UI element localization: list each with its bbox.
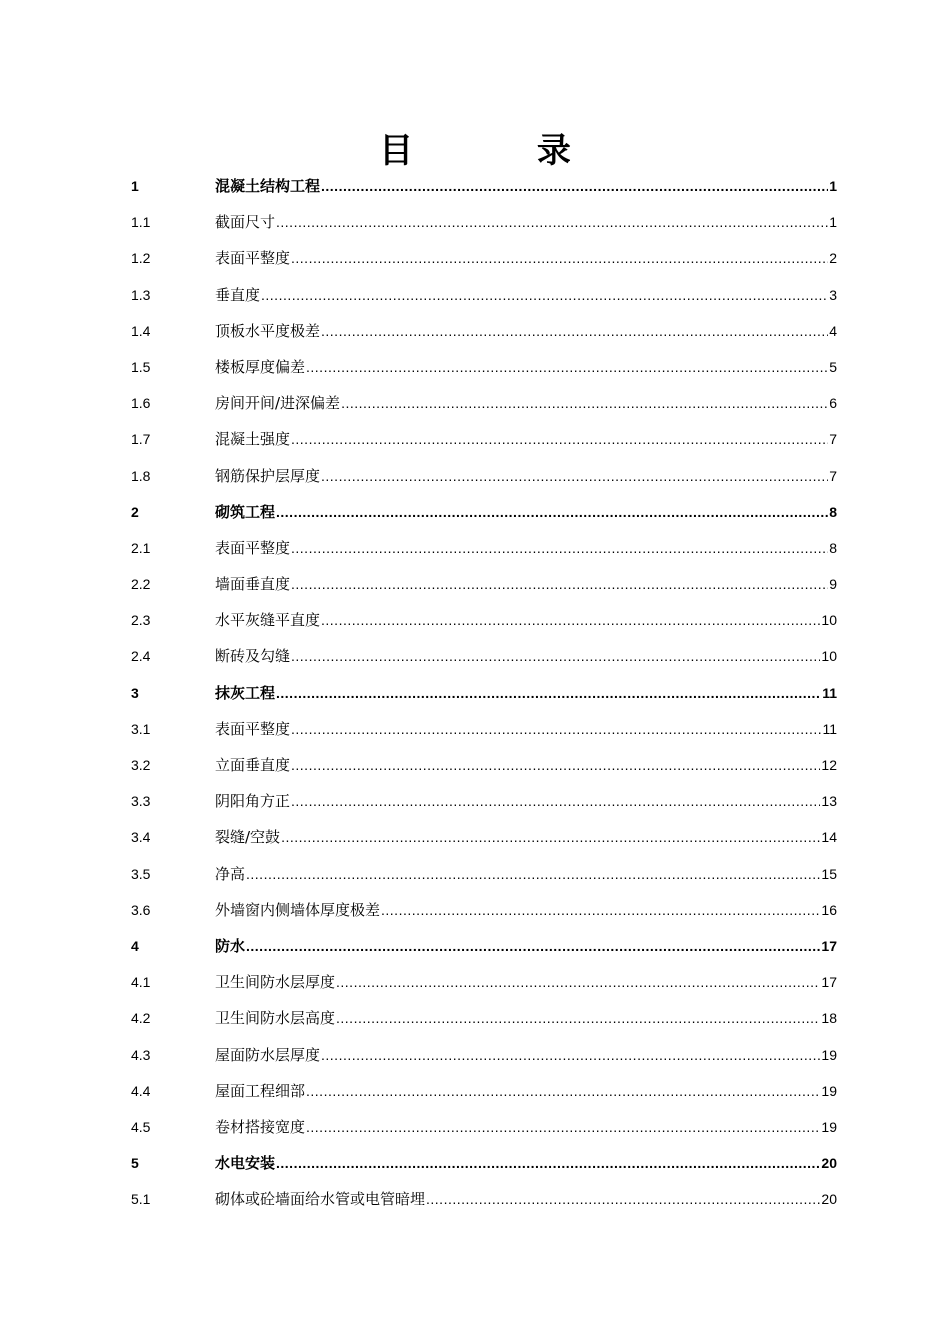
toc-entry-page-number: 19 <box>821 1046 837 1063</box>
toc-entry-title: 水电安装 <box>215 1154 276 1173</box>
toc-entry[interactable] <box>131 856 837 892</box>
toc-entry-page-number: 14 <box>821 829 837 846</box>
toc-entry-page-number: 20 <box>821 1191 837 1208</box>
toc-entry-number: 2.1 <box>131 539 151 556</box>
toc-entry-number: 1.7 <box>131 431 151 448</box>
toc-entry[interactable] <box>131 421 837 457</box>
toc-entry[interactable] <box>131 530 837 566</box>
toc-dot-leader <box>246 928 820 964</box>
toc-entry-number: 3.1 <box>131 720 151 737</box>
toc-dot-leader <box>321 602 820 638</box>
toc-entry-page-number: 17 <box>821 937 837 954</box>
toc-entry-title: 混凝土强度 <box>215 430 291 449</box>
toc-entry-number: 3.5 <box>131 865 151 882</box>
toc-entry[interactable] <box>131 168 837 204</box>
toc-entry[interactable] <box>131 892 837 928</box>
toc-entry-title: 外墙窗内侧墙体厚度极差 <box>215 900 381 919</box>
toc-entry[interactable] <box>131 277 837 313</box>
toc-dot-leader <box>321 313 828 349</box>
toc-entry-number: 2 <box>131 503 139 520</box>
toc-entry[interactable] <box>131 385 837 421</box>
toc-entry-title: 屋面防水层厚度 <box>215 1045 321 1064</box>
toc-entry-page-number: 7 <box>829 467 837 484</box>
toc-dot-leader <box>276 675 821 711</box>
toc-entry-number: 1.5 <box>131 358 151 375</box>
toc-entry-page-number: 17 <box>821 974 837 991</box>
toc-dot-leader <box>276 494 828 530</box>
toc-entry[interactable] <box>131 602 837 638</box>
toc-entry-number: 1.1 <box>131 214 151 231</box>
toc-entry-title: 砌筑工程 <box>215 502 276 521</box>
toc-entry-title: 断砖及勾缝 <box>215 647 291 666</box>
toc-entry-title: 抹灰工程 <box>215 683 276 702</box>
toc-dot-leader <box>306 349 828 385</box>
toc-dot-leader <box>291 566 828 602</box>
toc-entry-page-number: 19 <box>821 1118 837 1135</box>
toc-entry-title: 净高 <box>215 864 246 883</box>
toc-dot-leader <box>321 168 828 204</box>
toc-entry-title: 水平灰缝平直度 <box>215 611 321 630</box>
toc-entry[interactable] <box>131 819 837 855</box>
toc-entry-number: 5 <box>131 1155 139 1172</box>
toc-entry[interactable] <box>131 964 837 1000</box>
toc-entry-title: 混凝土结构工程 <box>215 177 321 195</box>
toc-dot-leader <box>291 240 828 276</box>
toc-dot-leader <box>291 747 820 783</box>
toc-entry-number: 4.3 <box>131 1046 151 1063</box>
toc-entry[interactable] <box>131 566 837 602</box>
toc-entry[interactable] <box>131 675 837 711</box>
toc-entry-page-number: 6 <box>829 395 837 412</box>
toc-dot-leader <box>321 1037 820 1073</box>
toc-entry[interactable] <box>131 928 837 964</box>
table-of-contents <box>131 168 837 1217</box>
toc-dot-leader <box>306 1073 820 1109</box>
toc-entry-title: 楼板厚度偏差 <box>215 357 306 376</box>
toc-dot-leader <box>341 385 828 421</box>
toc-entry-number: 1.8 <box>131 467 151 484</box>
toc-dot-leader <box>276 204 828 240</box>
toc-entry-page-number: 7 <box>829 431 837 448</box>
toc-dot-leader <box>336 1000 820 1036</box>
toc-entry-number: 4.4 <box>131 1082 151 1099</box>
toc-entry-page-number: 3 <box>829 286 837 303</box>
toc-entry[interactable] <box>131 747 837 783</box>
toc-entry-page-number: 5 <box>829 358 837 375</box>
toc-entry-page-number: 16 <box>821 901 837 918</box>
toc-entry-page-number: 18 <box>821 1010 837 1027</box>
toc-entry-title: 卷材搭接宽度 <box>215 1117 306 1136</box>
toc-dot-leader <box>321 458 828 494</box>
toc-dot-leader <box>291 638 820 674</box>
toc-entry-number: 5.1 <box>131 1191 151 1208</box>
toc-entry[interactable] <box>131 1181 837 1217</box>
toc-entry-title: 截面尺寸 <box>215 213 276 232</box>
toc-entry-page-number: 15 <box>821 865 837 882</box>
toc-entry-page-number: 20 <box>821 1155 837 1172</box>
toc-entry-number: 3.2 <box>131 757 151 773</box>
toc-entry-number: 4.1 <box>131 974 151 991</box>
toc-entry-number: 2.3 <box>131 612 151 629</box>
toc-entry-page-number: 11 <box>822 684 837 701</box>
toc-entry-number: 4.5 <box>131 1118 151 1135</box>
toc-entry-title: 卫生间防水层厚度 <box>215 973 336 992</box>
toc-entry-title: 垂直度 <box>215 285 261 304</box>
toc-entry-page-number: 8 <box>829 539 837 556</box>
toc-entry-number: 1.2 <box>131 250 151 267</box>
toc-entry[interactable] <box>131 783 837 819</box>
toc-entry[interactable] <box>131 458 837 494</box>
toc-dot-leader <box>291 530 828 566</box>
toc-entry-page-number: 10 <box>821 612 837 629</box>
toc-entry-number: 1.3 <box>131 286 151 303</box>
toc-dot-leader <box>291 421 828 457</box>
toc-entry-title: 防水 <box>215 936 246 955</box>
toc-entry-page-number: 9 <box>829 576 837 593</box>
toc-dot-leader <box>281 819 820 855</box>
toc-entry-page-number: 11 <box>822 720 837 737</box>
toc-dot-leader <box>306 1109 820 1145</box>
toc-dot-leader <box>276 1145 820 1181</box>
toc-entry[interactable] <box>131 349 837 385</box>
toc-dot-leader <box>291 783 820 819</box>
toc-entry-title: 屋面工程细部 <box>215 1081 306 1100</box>
toc-entry-page-number: 12 <box>821 757 837 773</box>
toc-entry[interactable] <box>131 1073 837 1109</box>
toc-entry-number: 1.6 <box>131 395 151 412</box>
toc-entry-title: 砌体或砼墙面给水管或电管暗埋 <box>215 1190 426 1209</box>
toc-entry-title: 墙面垂直度 <box>215 575 291 594</box>
toc-dot-leader <box>291 711 821 747</box>
toc-dot-leader <box>426 1181 820 1217</box>
toc-entry[interactable] <box>131 240 837 276</box>
toc-entry-title: 钢筋保护层厚度 <box>215 466 321 485</box>
toc-entry[interactable] <box>131 638 837 674</box>
toc-entry-number: 1.4 <box>131 322 151 339</box>
toc-entry-number: 3.4 <box>131 829 151 846</box>
toc-entry-number: 4.2 <box>131 1010 151 1027</box>
toc-entry[interactable] <box>131 1145 837 1181</box>
toc-entry-title: 阴阳角方正 <box>215 792 291 811</box>
toc-entry-page-number: 13 <box>821 793 837 810</box>
toc-entry-title: 顶板水平度极差 <box>215 321 321 340</box>
toc-entry[interactable] <box>131 1000 837 1036</box>
toc-entry-number: 1 <box>131 178 139 194</box>
toc-entry-number: 3.6 <box>131 901 151 918</box>
toc-entry-number: 2.4 <box>131 648 151 665</box>
toc-entry-number: 3 <box>131 684 139 701</box>
toc-entry[interactable] <box>131 204 837 240</box>
toc-entry-title: 表面平整度 <box>215 538 291 557</box>
toc-entry-page-number: 8 <box>829 503 837 520</box>
toc-dot-leader <box>261 277 828 313</box>
toc-entry-page-number: 19 <box>821 1082 837 1099</box>
toc-entry-page-number: 1 <box>829 178 837 194</box>
toc-entry-page-number: 10 <box>821 648 837 665</box>
toc-dot-leader <box>246 856 820 892</box>
toc-entry-title: 裂缝/空鼓 <box>215 828 281 847</box>
toc-entry[interactable] <box>131 1037 837 1073</box>
toc-entry-page-number: 2 <box>829 250 837 267</box>
toc-entry[interactable] <box>131 1109 837 1145</box>
toc-dot-leader <box>381 892 820 928</box>
toc-entry[interactable] <box>131 313 837 349</box>
toc-entry-number: 2.2 <box>131 576 151 593</box>
toc-entry-number: 3.3 <box>131 793 151 810</box>
toc-entry-number: 4 <box>131 937 139 954</box>
toc-entry-title: 表面平整度 <box>215 719 291 738</box>
toc-entry-title: 卫生间防水层高度 <box>215 1009 336 1028</box>
page-title: 目 录 <box>379 131 627 171</box>
toc-dot-leader <box>336 964 820 1000</box>
toc-entry[interactable] <box>131 711 837 747</box>
toc-entry-page-number: 4 <box>829 322 837 339</box>
toc-entry-title: 表面平整度 <box>215 249 291 268</box>
toc-entry-page-number: 1 <box>829 214 837 231</box>
toc-entry-title: 立面垂直度 <box>215 756 291 774</box>
toc-entry-title: 房间开间/进深偏差 <box>215 394 341 413</box>
toc-entry[interactable] <box>131 494 837 530</box>
